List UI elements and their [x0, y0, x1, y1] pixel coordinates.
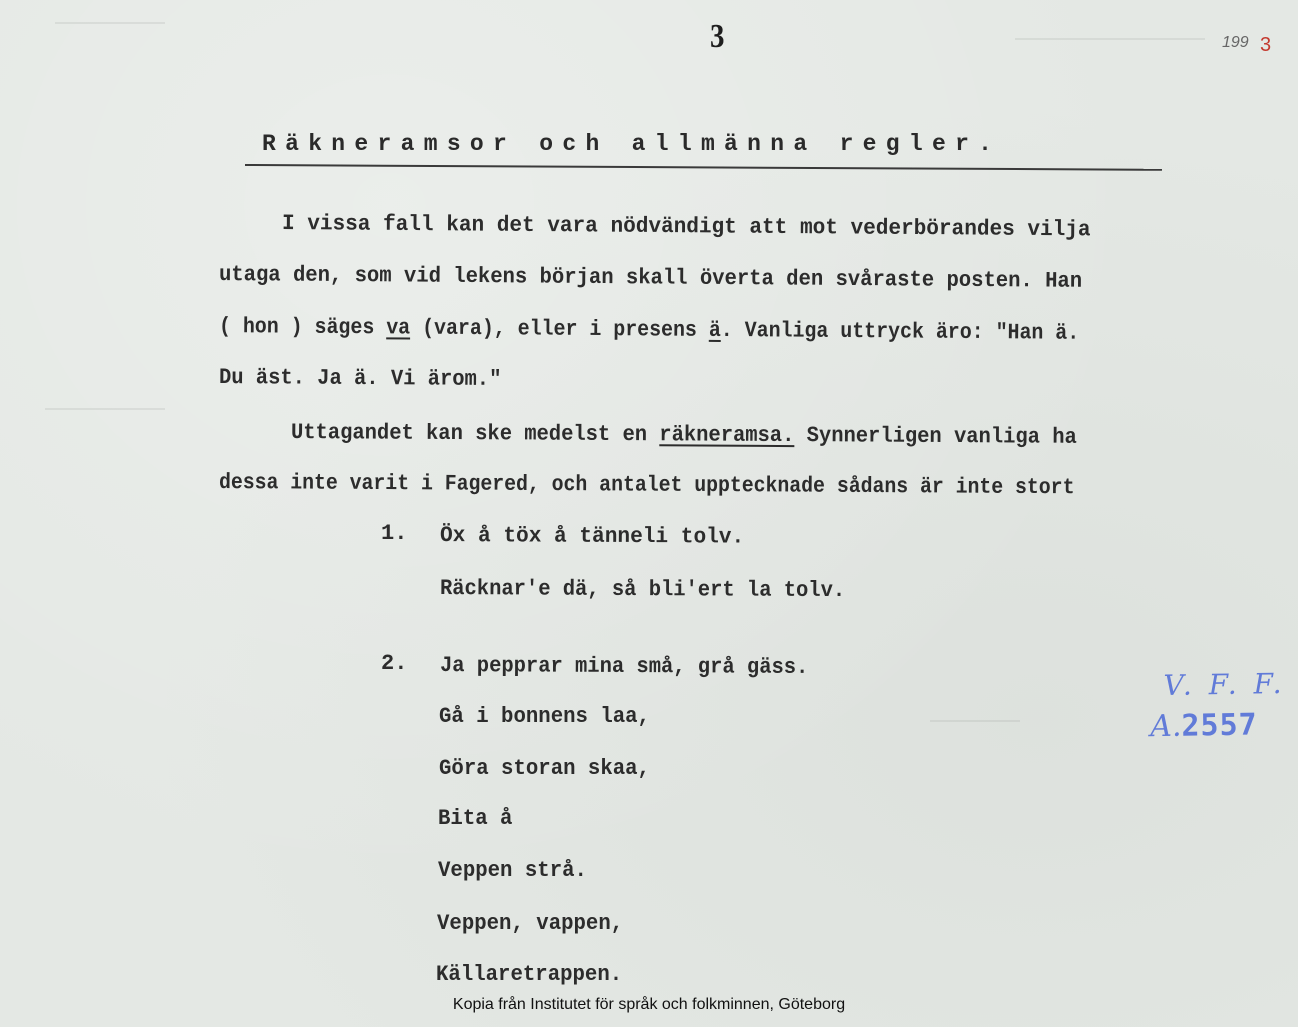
text-run: . Vanliga uttryck äro: "Han ä.: [720, 317, 1080, 346]
text-run: Uttagandet kan ske medelst en: [290, 420, 660, 448]
archive-stamp: [1149, 667, 1298, 756]
paragraph-1-line-4: Du äst. Ja ä. Vi ärom.": [218, 365, 502, 392]
underlined-word: räkneramsa.: [659, 422, 795, 449]
heading-part-1: Räkneram: [262, 131, 447, 157]
paragraph-1-line-1: I vissa fall kan det vara nödvändigt att mot vederbörandes vilja: [281, 211, 1091, 243]
page-number: 3: [710, 18, 725, 55]
stamp-prefix: A.: [1149, 708, 1182, 745]
rhyme-1-number: 1.: [381, 521, 408, 546]
rhyme-2-line-3: Göra storan skaa,: [439, 756, 650, 781]
rhyme-2-line-4: Bita å: [438, 806, 513, 831]
underlined-word: va: [386, 315, 411, 341]
rhyme-1-line-2: Räcknar'e dä, så bli'ert la tolv.: [439, 576, 846, 604]
stamp-text-bottom: [1150, 707, 1258, 744]
rhyme-2-line-7: Källaretrappen.: [436, 962, 623, 987]
archive-number: 199: [1222, 34, 1249, 51]
rhyme-2-line-6: Veppen, vappen,: [437, 911, 624, 936]
paragraph-2-line-2: dessa inte varit i Fagered, och antalet upptecknade sådans är inte stort: [218, 470, 1075, 501]
ghost-line: [930, 720, 1020, 722]
ghost-line: [1015, 38, 1205, 40]
paragraph-2-line-1: [291, 420, 1077, 450]
section-heading: [262, 131, 1001, 157]
rhyme-1-line-1: Öx å töx å tänneli tolv.: [439, 523, 745, 550]
paragraph-1-line-3: [219, 314, 1079, 346]
heading-part-2: sor och allmänna regler.: [446, 131, 1002, 157]
text-run: (vara), eller i presens: [410, 315, 709, 343]
copyright-footer: Kopia från Institutet för språk och folkminnen, Göteborg: [452, 996, 846, 1013]
ghost-line: [45, 408, 165, 410]
stamp-number: 2557: [1181, 707, 1259, 744]
underlined-word: ä: [708, 317, 721, 343]
rhyme-2-line-2: Gå i bonnens laa,: [439, 704, 650, 729]
text-run: Synnerligen vanliga ha: [794, 423, 1077, 450]
rhyme-2-number: 2.: [381, 651, 408, 676]
ghost-line: [55, 22, 165, 24]
stamp-text-top: V. F. F.: [1163, 666, 1286, 703]
text-run: ( hon ) säges: [218, 314, 387, 341]
paragraph-1-line-2: utaga den, som vid lekens början skall överta den svåraste posten. Han: [218, 262, 1083, 294]
heading-underline: [245, 164, 1162, 171]
rhyme-2-line-1: Ja pepprar mina små, grå gäss.: [439, 653, 809, 680]
archive-number-red: 3: [1260, 34, 1272, 56]
rhyme-2-line-5: Veppen strå.: [438, 858, 587, 883]
